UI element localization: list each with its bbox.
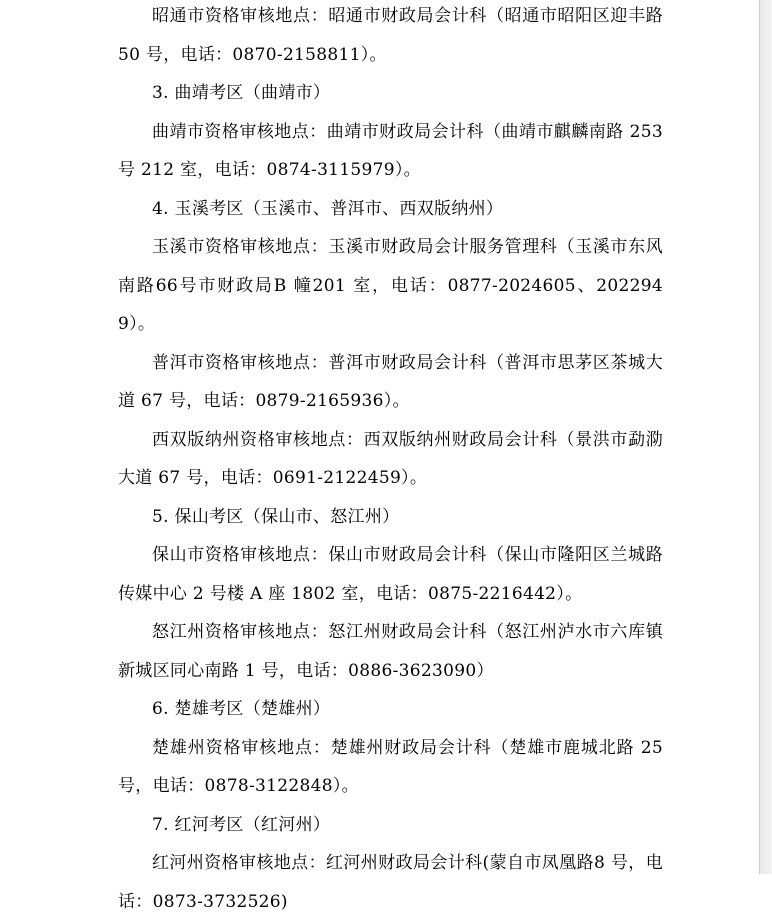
document-body (118, 0, 663, 921)
paragraph-yuxi-address: 玉溪市资格审核地点：玉溪市财政局会计服务管理科（玉溪市东风南路66号市财政局B 幢201 室，电话：0877-2024605、2022949）。 (118, 237, 663, 334)
paragraph-zhaotong-address: 昭通市资格审核地点：昭通市财政局会计科（昭通市昭阳区迎丰路 50 号，电话：0870-2158811）。 (118, 6, 663, 65)
heading-chuxiong-exam-area: 6. 楚雄考区（楚雄州） (152, 699, 331, 719)
heading-honghe-exam-area: 7. 红河考区（红河州） (152, 814, 331, 835)
paragraph-qujing-address: 曲靖市资格审核地点：曲靖市财政局会计科（曲靖市麒麟南路 253 号 212 室，电话：0874-3115979）。 (118, 121, 663, 180)
paragraph-baoshan-address: 保山市资格审核地点：保山市财政局会计科（保山市隆阳区兰城路传媒中心 2 号楼 A 座 1802 室，电话：0875-2216442）。 (118, 545, 663, 604)
paragraph-chuxiong-address: 楚雄州资格审核地点：楚雄州财政局会计科（楚雄市鹿城北路 25 号，电话：0878-3122848）。 (118, 737, 663, 796)
page-edge-scrollbar-track (759, 0, 772, 874)
heading-baoshan-exam-area: 5. 保山考区（保山市、怒江州） (152, 506, 400, 527)
heading-yuxi-exam-area: 4. 玉溪考区（玉溪市、普洱市、西双版纳州） (152, 198, 504, 219)
paragraph-nujiang-address: 怒江州资格审核地点：怒江州财政局会计科（怒江州泸水市六库镇新城区同心南路 1 号，电话：0886-3623090） (118, 622, 663, 681)
paragraph-puer-address: 普洱市资格审核地点：普洱市财政局会计科（普洱市思茅区茶城大道 67 号，电话：0879-2165936）。 (118, 352, 663, 411)
paragraph-xishuangbanna-address: 西双版纳州资格审核地点：西双版纳州财政局会计科（景洪市勐泐大道 67 号，电话：0691-2122459）。 (118, 429, 663, 488)
heading-qujing-exam-area: 3. 曲靖考区（曲靖市） (152, 83, 331, 103)
paragraph-honghe-address: 红河州资格审核地点：红河州财政局会计科(蒙自市凤凰路8 号，电话：0873-3732526) (118, 853, 663, 912)
